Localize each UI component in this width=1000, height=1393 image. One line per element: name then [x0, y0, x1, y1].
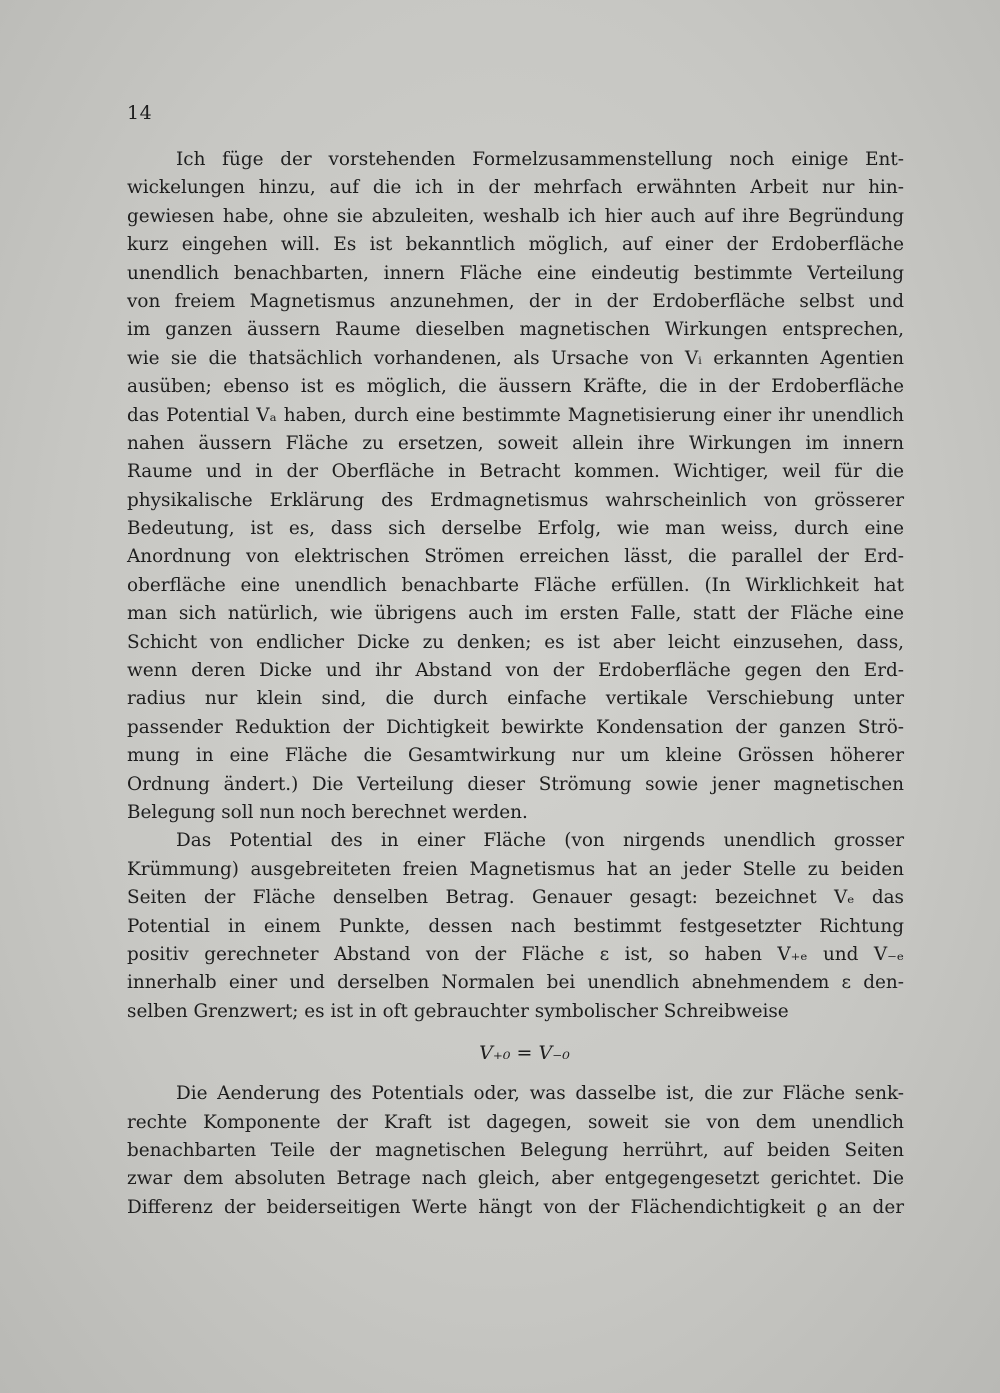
text-line: Raume und in der Oberfläche in Betracht kommen. Wichtiger, weil für die — [127, 461, 904, 483]
text-line: Anordnung von elektrischen Strömen erreichen lässt, die parallel der Erd- — [127, 546, 904, 568]
text-line: Seiten der Fläche denselben Betrag. Genauer gesagt: bezeichnet Vₑ das — [127, 887, 904, 909]
text-line: radius nur klein sind, die durch einfache vertikale Verschiebung unter — [127, 688, 904, 710]
body-text — [127, 146, 904, 1222]
text-line: Krümmung) ausgebreiteten freien Magnetismus hat an jeder Stelle zu beiden — [127, 858, 904, 880]
text-line: physikalische Erklärung des Erdmagnetismus wahrscheinlich von grösserer — [127, 489, 904, 511]
text-line: im ganzen äussern Raume dieselben magnetischen Wirkungen entsprechen, — [127, 319, 904, 341]
text-line: gewiesen habe, ohne sie abzuleiten, weshalb ich hier auch auf ihre Begründung — [127, 205, 904, 227]
text-line: Ich füge der vorstehenden Formelzusammenstellung noch einige Ent- — [176, 149, 904, 170]
text-line: Belegung soll nun noch berechnet werden. — [127, 801, 528, 823]
text-line: wenn deren Dicke und ihr Abstand von der Erdoberfläche gegen den Erd- — [127, 660, 904, 682]
text-line: positiv gerechneter Abstand von der Fläche ε ist, so haben V₊ₑ und V₋ₑ — [127, 943, 904, 965]
display-formula: V₊₀ = V₋₀ — [479, 1042, 570, 1065]
text-line: selben Grenzwert; es ist in oft gebrauchter symbolischer Schreibweise — [127, 1000, 789, 1022]
text-line: von freiem Magnetismus anzunehmen, der in der Erdoberfläche selbst und — [127, 290, 904, 312]
text-line: passender Reduktion der Dichtigkeit bewirkte Kondensation der ganzen Strö- — [127, 716, 904, 738]
text-line: Potential in einem Punkte, dessen nach bestimmt festgesetzter Richtung — [127, 915, 904, 937]
page-number: 14 — [127, 102, 153, 124]
text-line: rechte Komponente der Kraft ist dagegen, soweit sie von dem unendlich — [127, 1111, 904, 1133]
text-line: benachbarten Teile der magnetischen Belegung herrührt, auf beiden Seiten — [127, 1139, 904, 1161]
text-line: kurz eingehen will. Es ist bekanntlich möglich, auf einer der Erdoberfläche — [127, 234, 904, 256]
text-line: unendlich benachbarten, innern Fläche eine eindeutig bestimmte Verteilung — [127, 262, 904, 284]
text-line: zwar dem absoluten Betrage nach gleich, aber entgegengesetzt gerichtet. Die — [127, 1168, 904, 1190]
text-line: Bedeutung, ist es, dass sich derselbe Erfolg, wie man weiss, durch eine — [127, 518, 904, 540]
text-line: Ordnung ändert.) Die Verteilung dieser Strömung sowie jener magnetischen — [127, 773, 904, 795]
text-line: oberfläche eine unendlich benachbarte Fläche erfüllen. (In Wirklichkeit hat — [127, 574, 904, 596]
text-line: das Potential Vₐ haben, durch eine bestimmte Magnetisierung einer ihr unendlich — [127, 404, 904, 426]
text-line: Differenz der beiderseitigen Werte hängt von der Flächendichtigkeit ϱ an der — [127, 1196, 904, 1218]
text-line: mung in eine Fläche die Gesamtwirkung nur um kleine Grössen höherer — [127, 745, 904, 767]
text-line: man sich natürlich, wie übrigens auch im ersten Falle, statt der Fläche eine — [127, 603, 904, 625]
text-line: Das Potential des in einer Fläche (von nirgends unendlich grosser — [176, 830, 904, 852]
text-line: wie sie die thatsächlich vorhandenen, als Ursache von Vᵢ erkannten Agentien — [127, 347, 904, 369]
text-line: nahen äussern Fläche zu ersetzen, soweit allein ihre Wirkungen im innern — [127, 432, 904, 454]
text-line: Die Aenderung des Potentials oder, was dasselbe ist, die zur Fläche senk- — [176, 1083, 904, 1105]
text-line: wickelungen hinzu, auf die ich in der mehrfach erwähnten Arbeit nur hin- — [127, 177, 904, 199]
text-line: innerhalb einer und derselben Normalen bei unendlich abnehmendem ε den- — [127, 972, 904, 994]
text-line: ausüben; ebenso ist es möglich, die äussern Kräfte, die in der Erdoberfläche — [127, 376, 904, 398]
text-line: Schicht von endlicher Dicke zu denken; es ist aber leicht einzusehen, dass, — [127, 631, 904, 653]
